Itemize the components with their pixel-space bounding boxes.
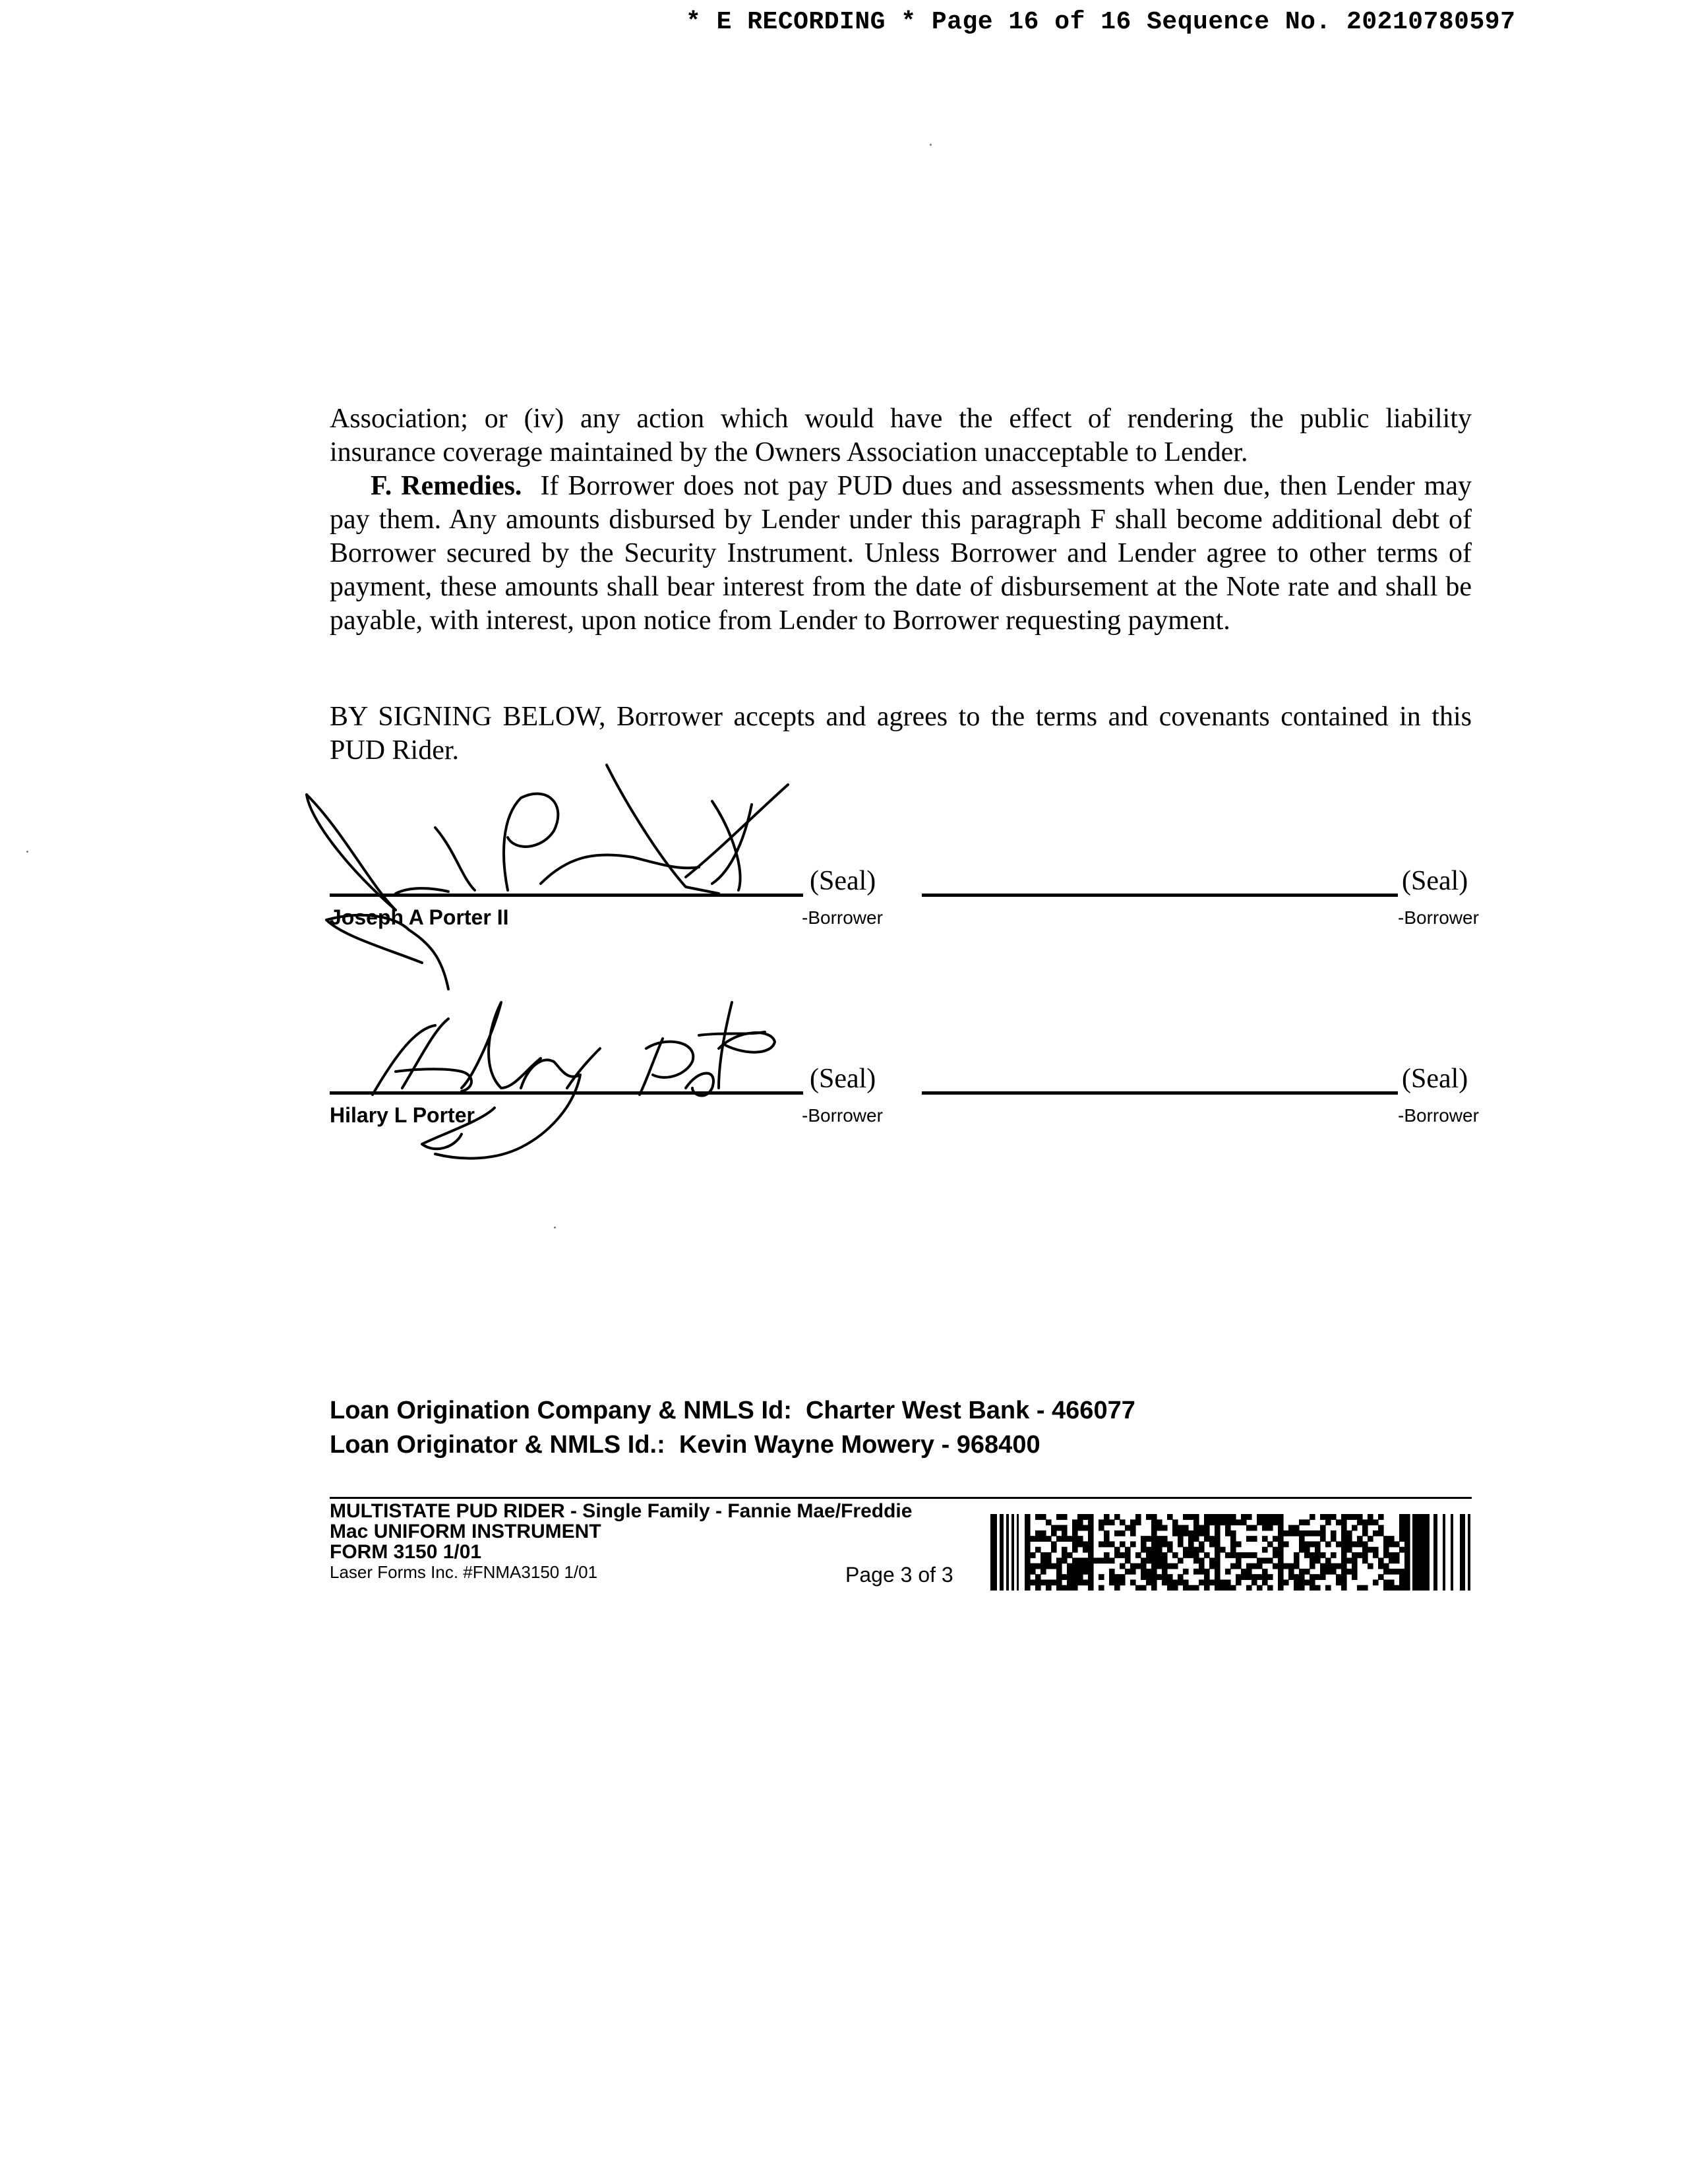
recording-header: * E RECORDING * Page 16 of 16 Sequence No. 20210780597	[686, 8, 1516, 36]
seal-label-2: (Seal)	[1402, 866, 1468, 896]
laser-forms-id: Laser Forms Inc. #FNMA3150 1/01	[330, 1562, 598, 1582]
page-number: Page 3 of 3	[845, 1563, 953, 1587]
borrower-role-2: -Borrower	[1398, 907, 1479, 928]
scan-speck	[930, 144, 932, 146]
remedies-heading: F. Remedies.	[371, 471, 522, 501]
seal-label-1: (Seal)	[810, 866, 876, 896]
footer-divider	[330, 1497, 1472, 1499]
scan-speck	[26, 851, 28, 853]
form-number: FORM 3150 1/01	[330, 1541, 482, 1563]
seal-label-4: (Seal)	[1402, 1064, 1468, 1094]
form-title-line-2: Mac UNIFORM INSTRUMENT	[330, 1521, 601, 1542]
signing-statement: BY SIGNING BELOW, Borrower accepts and agrees to the terms and covenants contained in this PUD Rider.	[330, 702, 1472, 766]
borrower-role-4: -Borrower	[1398, 1105, 1479, 1126]
scan-speck	[554, 1227, 556, 1228]
seal-label-3: (Seal)	[810, 1064, 876, 1094]
signer-name-3: Hilary L Porter	[330, 1103, 475, 1127]
signer-name-1: Joseph A Porter II	[330, 905, 509, 929]
form-title-line-1: MULTISTATE PUD RIDER - Single Family - Fannie Mae/Freddie	[330, 1500, 913, 1522]
barcode-icon	[990, 1514, 1472, 1591]
borrower-role-1: -Borrower	[802, 907, 883, 928]
remedies-text: If Borrower does not pay PUD dues and assessments when due, then Lender may pay them. Any amounts disbursed by Lender under this paragraph F shall become additional debt of Borrower secured by the Security Instrument. Unless Borrower and Lender agree to other terms of payment, these amounts shall bear interest from the date of disbursement at the Note rate and shall be payable, with interest, upon notice from Lender to Borrower requesting payment.	[330, 471, 1472, 636]
paragraph-line-1: Association; or (iv) any action which would have the effect of rendering the public liability	[330, 404, 1472, 434]
loan-originator-nmls: Loan Originator & NMLS Id.: Kevin Wayne Mowery - 968400	[330, 1431, 1040, 1459]
paragraph-line-2: insurance coverage maintained by the Owners Association unacceptable to Lender.	[330, 437, 1248, 468]
loan-company-nmls: Loan Origination Company & NMLS Id: Charter West Bank - 466077	[330, 1397, 1135, 1424]
borrower-role-3: -Borrower	[802, 1105, 883, 1126]
